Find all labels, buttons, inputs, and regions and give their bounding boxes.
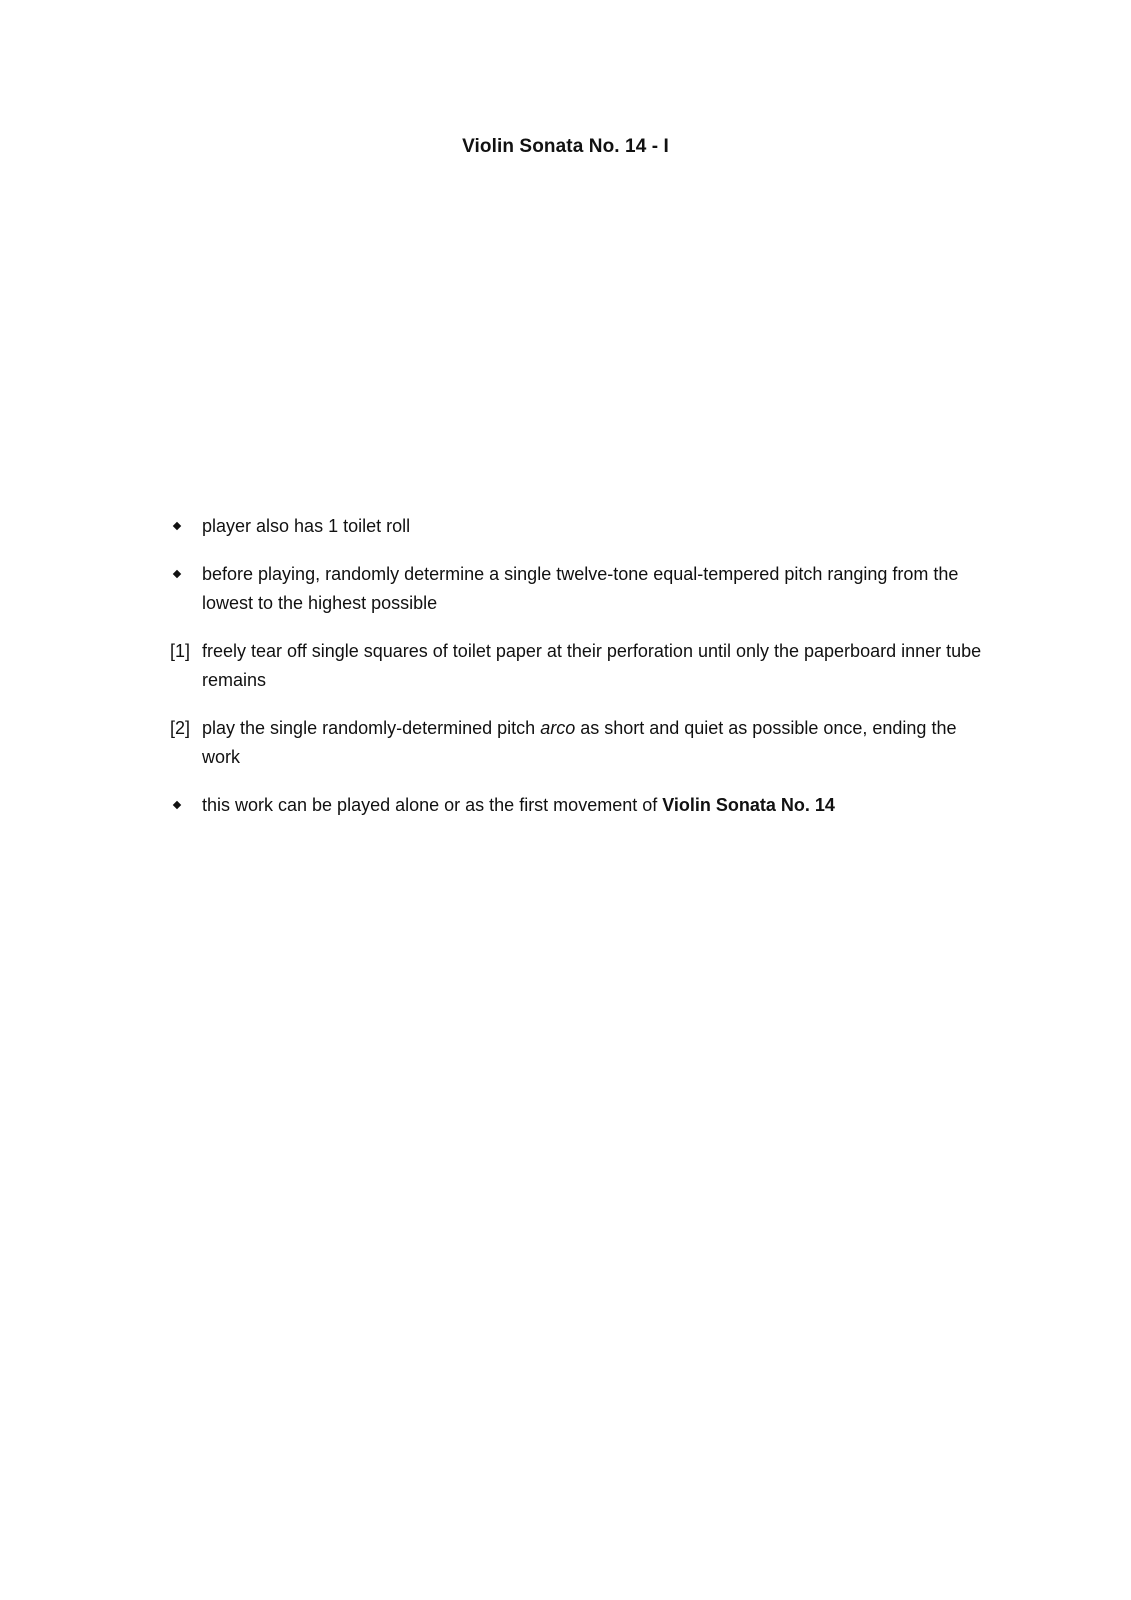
- instruction-list: [170, 512, 990, 839]
- list-item: [170, 714, 990, 772]
- page-title: Violin Sonata No. 14 - I: [462, 136, 669, 157]
- list-item: [170, 791, 990, 820]
- item-text-part: this work can be played alone or as the first movement of: [202, 795, 663, 815]
- item-text: [202, 791, 990, 820]
- item-text: [202, 714, 990, 772]
- list-item: [170, 637, 990, 695]
- step-number: [2]: [170, 718, 191, 738]
- italic-term: arco: [540, 718, 576, 738]
- step-number: [1]: [170, 641, 191, 661]
- item-text-part: play the single randomly-determined pitch: [202, 718, 541, 738]
- item-text: before playing, randomly determine a single twelve-tone equal-tempered pitch ranging from the lowest to the highest possible: [202, 564, 959, 613]
- item-text-part: as short and quiet as possible once, ending the work: [202, 718, 957, 767]
- bold-work-title: Violin Sonata No. 14: [662, 795, 835, 815]
- item-text: freely tear off single squares of toilet paper at their perforation until only the paperboard inner tube remains: [202, 641, 982, 690]
- list-item: [170, 512, 990, 541]
- list-item: [170, 560, 990, 618]
- item-text: player also has 1 toilet roll: [202, 516, 411, 536]
